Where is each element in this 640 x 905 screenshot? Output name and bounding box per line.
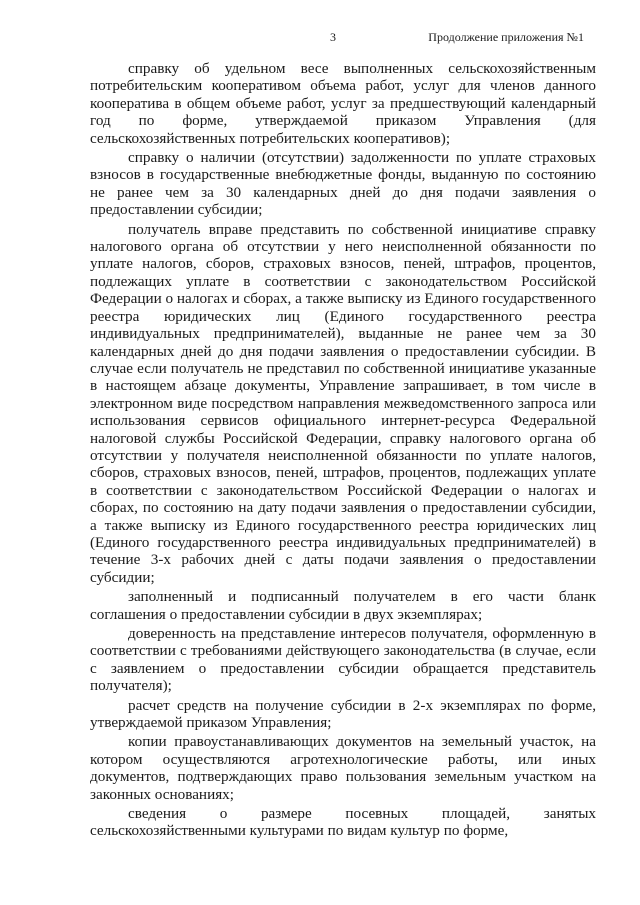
paragraph-sown-area: сведения о размере посевных площадей, занятых сельскохозяйственными культурами по видам культур по форме, bbox=[90, 805, 596, 840]
paragraph-insurance-debt: справку о наличии (отсутствии) задолженности по уплате страховых взносов в государственные внебюджетные фонды, выданную по состоянию не ранее чем за 30 календарных дней до дня подачи заявления о предоставлении субсидии; bbox=[90, 149, 596, 219]
page-number: 3 bbox=[330, 30, 336, 44]
continuation-label: Продолжение приложения №1 bbox=[428, 30, 584, 44]
paragraph-subsidy-calculation: расчет средств на получение субсидии в 2-х экземплярах по форме, утверждаемой приказом Управления; bbox=[90, 696, 596, 732]
paragraph-cooperative-share: справку об удельном весе выполненных сельскохозяйственным потребительским кооперативом объема работ, услуг для членов данного кооператива в общем объеме работ, услуг за предшествующий календарный год по форме, утверждаемой приказом Управления (для сельскохозяйственных потребительских кооперативов); bbox=[90, 60, 596, 147]
document-body bbox=[90, 60, 596, 842]
paragraph-land-documents: копии правоустанавливающих документов на земельный участок, на котором осуществляются агротехнологические работы, или иных документов, подтверждающих право пользования земельным участком на законных основаниях; bbox=[90, 733, 596, 803]
paragraph-power-of-attorney: доверенность на представление интересов получателя, оформленную в соответствии с требованиями действующего законодательства (в случае, если с заявлением о предоставлении субсидии обращается представитель получателя); bbox=[90, 625, 596, 695]
paragraph-agreement-form: заполненный и подписанный получателем в его части бланк соглашения о предоставлении субсидии в двух экземплярах; bbox=[90, 588, 596, 623]
paragraph-tax-certificate: получатель вправе представить по собственной инициативе справку налогового органа об отсутствии у него неисполненной обязанности по уплате налогов, сборов, страховых взносов, пеней, штрафов, процентов, подлежащих уплате в соответствии с законодательством Российской Федерации о налогах и сборах, а также выписку из Единого государственного реестра юридических лиц (Единого государственного реестра индивидуальных предпринимателей), выданные не ранее чем за 30 календарных дней до дня подачи заявления о предоставлении субсидии. В случае если получатель не представил по собственной инициативе указанные в настоящем абзаце документы, Управление запрашивает, в том числе в электронном виде посредством направления межведомственного запроса или использования сервисов официального интернет-ресурса Федеральной налоговой службы Российской Федерации, справку налогового органа об отсутствии у получателя неисполненной обязанности по уплате налогов, сборов, страховых взносов, пеней, штрафов, процентов, подлежащих уплате в соответствии с законодательством Российской Федерации о налогах и сборах, по состоянию на дату подачи заявления о предоставлении субсидии, а также выписку из Единого государственного реестра юридических лиц (Единого государственного реестра индивидуальных предпринимателей) в течение 3-х рабочих дней с даты подачи заявления о предоставлении субсидии; bbox=[90, 220, 596, 586]
